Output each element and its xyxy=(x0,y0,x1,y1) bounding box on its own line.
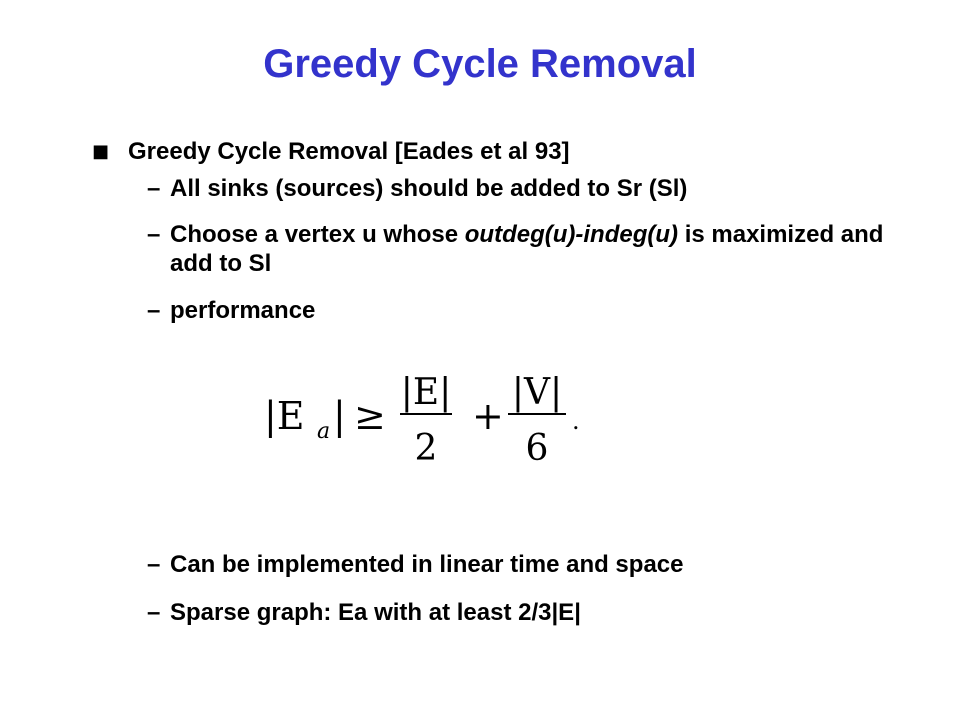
formula-relation: ≥ xyxy=(354,394,386,438)
formula-plus: + xyxy=(472,394,504,438)
dash-bullet: – xyxy=(147,221,161,248)
dash-bullet: – xyxy=(147,551,161,578)
text-part: Choose a vertex u whose xyxy=(170,221,465,248)
sub-bullet-text: Can be implemented in linear time and space xyxy=(170,551,684,578)
sub-bullet-sinks xyxy=(147,174,907,203)
main-bullet xyxy=(92,132,570,172)
dash-bullet: – xyxy=(147,297,161,324)
degree-expression: outdeg(u)-indeg(u) xyxy=(464,221,679,248)
sub-bullet-sparse-graph xyxy=(147,598,907,627)
square-bullet-icon: ■ xyxy=(92,141,110,162)
formula-period: . xyxy=(572,407,580,435)
text-part: is maximized and add to Sl xyxy=(170,221,884,277)
sub-bullet-text: performance xyxy=(170,297,316,324)
formula-lhs-subscript: a xyxy=(317,419,331,444)
fraction2-denominator: 6 xyxy=(525,428,549,469)
formula-lhs-close: | xyxy=(333,394,346,438)
fraction1-numerator: |E| xyxy=(400,372,452,413)
sub-bullet-text: All sinks (sources) should be added to Sr (Sl) xyxy=(170,175,688,202)
sub-bullet-choose-vertex xyxy=(147,220,907,278)
sub-bullet-text xyxy=(170,220,907,278)
slide-title: Greedy Cycle Removal xyxy=(263,42,697,86)
dash-bullet: – xyxy=(147,175,161,202)
fraction2-numerator: |V| xyxy=(511,372,563,413)
sub-bullet-linear-time xyxy=(147,550,907,579)
performance-formula xyxy=(262,362,592,472)
fraction1-denominator: 2 xyxy=(414,428,438,469)
dash-bullet: – xyxy=(147,599,161,626)
formula-lhs: |E xyxy=(264,394,305,438)
sub-bullet-text: Sparse graph: Ea with at least 2/3|E| xyxy=(170,599,581,626)
main-bullet-text: Greedy Cycle Removal [Eades et al 93] xyxy=(128,138,570,165)
sub-bullet-performance xyxy=(147,296,907,325)
